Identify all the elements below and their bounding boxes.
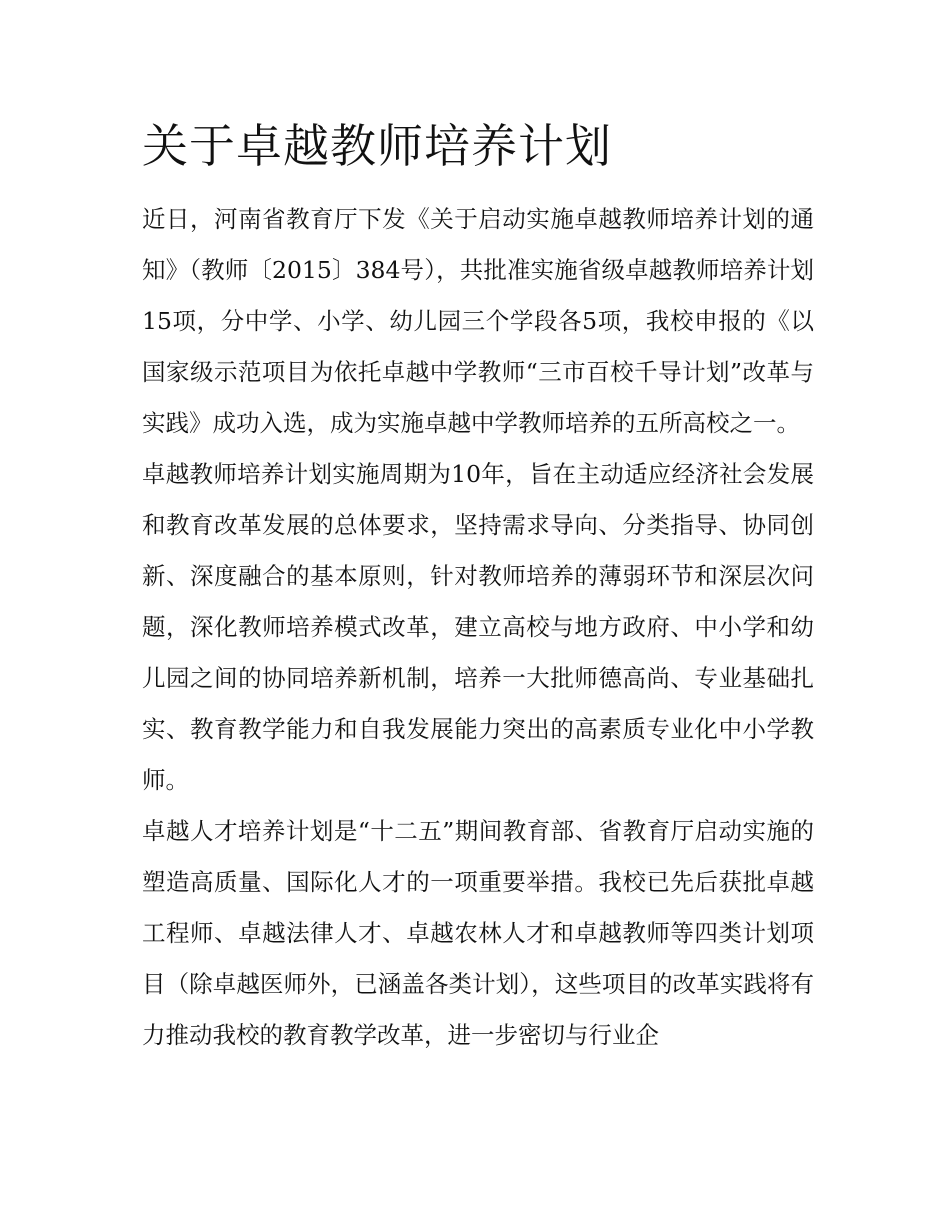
document-title: 关于卓越教师培养计划 <box>142 119 612 173</box>
paragraph-1: 近日，河南省教育厅下发《关于启动实施卓越教师培养计划的通知》（教师〔2015〕384号），共批准实施省级卓越教师培养计划15项，分中学、小学、幼儿园三个学段各5项，我校申报的《以国家级示范项目为依托卓越中学教师“三市百校千导计划”改革与实践》成功入选，成为实施卓越中学教师培养的五所高校之一。 <box>142 205 814 437</box>
paragraph-3: 卓越人才培养计划是“十二五”期间教育部、省教育厅启动实施的塑造高质量、国际化人才的一项重要举措。我校已先后获批卓越工程师、卓越法律人才、卓越农林人才和卓越教师等四类计划项目（除卓越医师外，已涵盖各类计划），这些项目的改革实践将有力推动我校的教育教学改革，进一步密切与行业企 <box>142 817 814 1049</box>
document-page <box>142 112 814 1061</box>
paragraph-2: 卓越教师培养计划实施周期为10年，旨在主动适应经济社会发展和教育改革发展的总体要求，坚持需求导向、分类指导、协同创新、深度融合的基本原则，针对教师培养的薄弱环节和深层次问题，深化教师培养模式改革，建立高校与地方政府、中小学和幼儿园之间的协同培养新机制，培养一大批师德高尚、专业基础扎实、教育教学能力和自我发展能力突出的高素质专业化中小学教师。 <box>142 460 814 794</box>
